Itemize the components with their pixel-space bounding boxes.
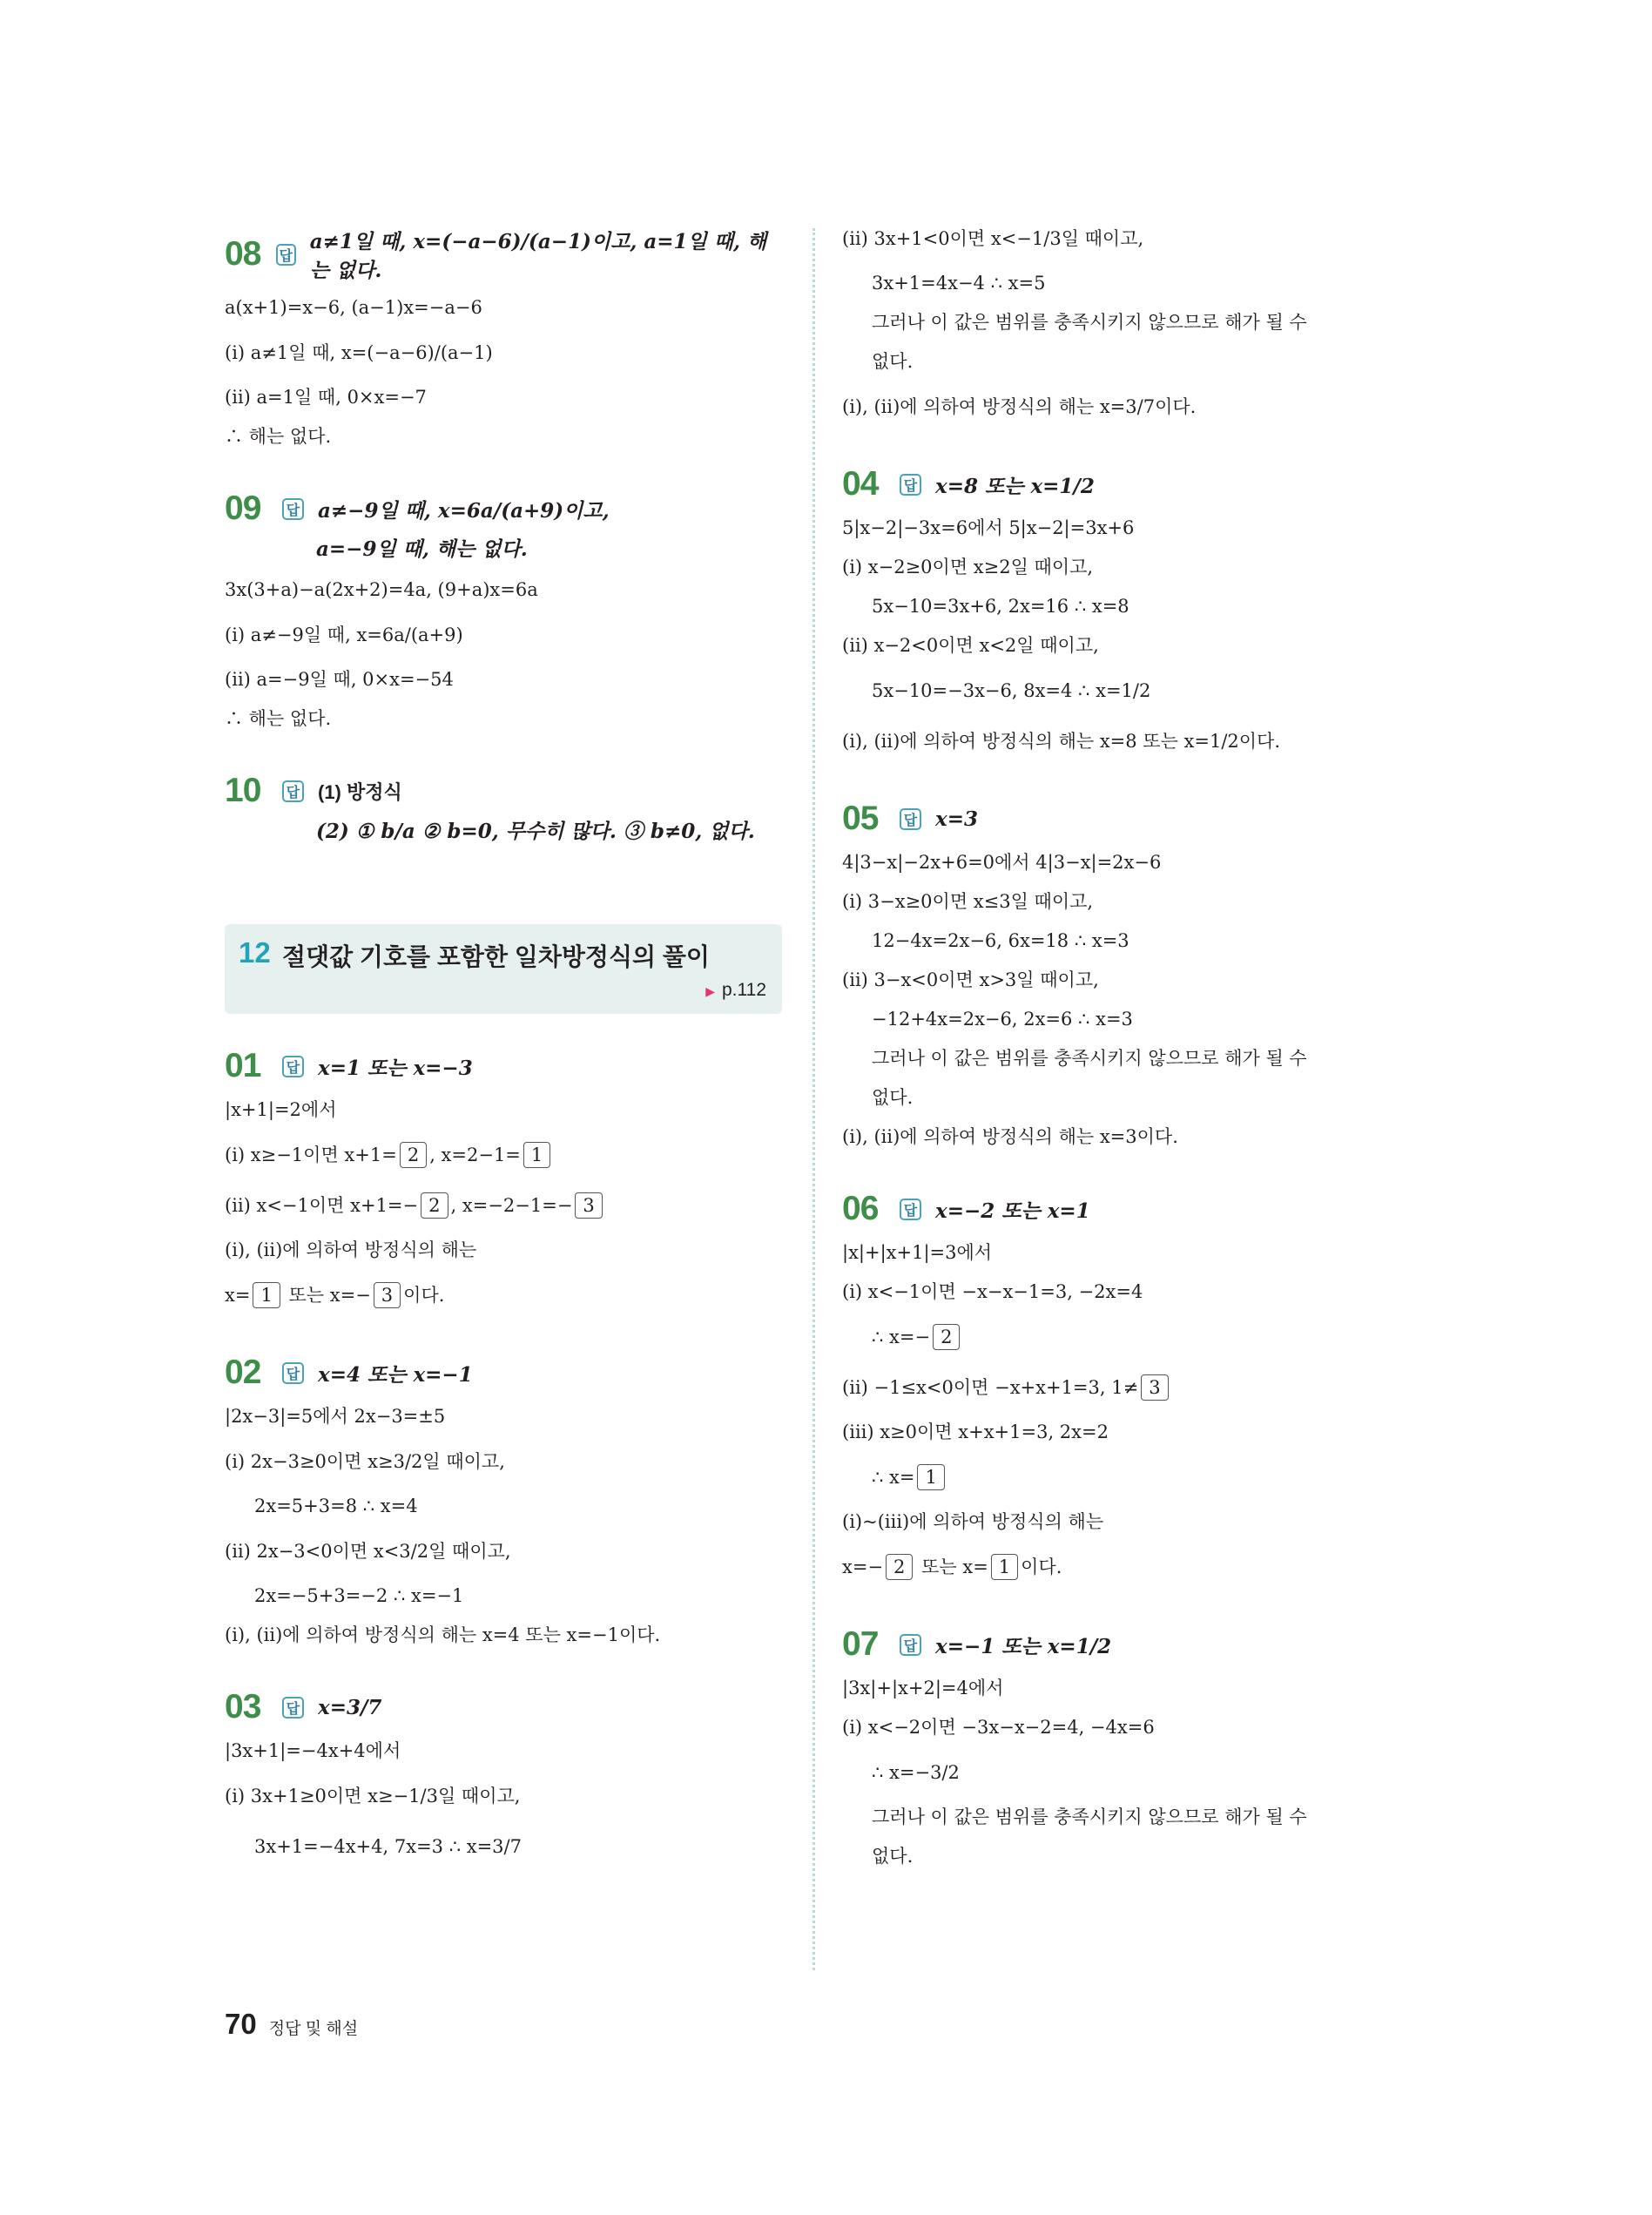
solution-text: 이다. — [1021, 1557, 1062, 1577]
answer-text: x=1 또는 x=−3 — [318, 1056, 473, 1080]
solution-line: |2x−3|=5에서 2x−3=±5 — [225, 1406, 446, 1427]
section-page-ref — [705, 980, 766, 1001]
answer-blank-box: 3 — [575, 1192, 602, 1219]
section-title: 절댓값 기호를 포함한 일차방정식의 풀이 — [282, 943, 710, 970]
solution-line: (ⅰ) 3x+1≥0이면 x≥−1/3일 때이고, — [225, 1786, 521, 1806]
solution-line: (ⅱ) a=1일 때, 0×x=−7 — [225, 387, 427, 408]
solution-line: (ⅰ), (ⅱ)에 의하여 방정식의 해는 x=4 또는 x=−1이다. — [225, 1624, 661, 1645]
solution-line: (ⅰ) x<−1이면 −x−x−1=3, −2x=4 — [842, 1281, 1143, 1302]
problem-number: 05 — [842, 800, 879, 837]
solution-text: (ⅰ) x≥−1이면 x+1= — [225, 1145, 397, 1165]
answer-text: x=−1 또는 x=1/2 — [935, 1634, 1112, 1658]
solution-text: 또는 x= — [915, 1557, 988, 1577]
answer-badge: 답 — [282, 780, 304, 802]
solution-line: 그러나 이 값은 범위를 충족시키지 않으므로 해가 될 수 — [872, 312, 1307, 333]
answer-blank-box: 1 — [523, 1142, 550, 1168]
solution-text: , x=2−1= — [429, 1145, 521, 1165]
solution-line: 5|x−2|−3x=6에서 5|x−2|=3x+6 — [842, 517, 1135, 538]
page-number: 70 — [225, 2008, 257, 2040]
problem-header — [225, 226, 782, 283]
solution-line: (ⅱ) 3x+1<0이면 x<−1/3일 때이고, — [842, 228, 1144, 249]
solution-line: (ⅱ) x−2<0이면 x<2일 때이고, — [842, 635, 1099, 656]
answer-text: a≠−9일 때, x=6a/(a+9)이고, — [318, 498, 610, 523]
solution-line: |x|+|x+1|=3에서 — [842, 1242, 993, 1263]
solution-line: a(x+1)=x−6, (a−1)x=−a−6 — [225, 297, 482, 318]
section-page-label: p.112 — [722, 980, 766, 1000]
solution-line: 그러나 이 값은 범위를 충족시키지 않으므로 해가 될 수 — [872, 1806, 1307, 1827]
problem-number: 02 — [225, 1354, 261, 1391]
problem-number: 07 — [842, 1625, 879, 1663]
answer-blank-box: 1 — [253, 1282, 280, 1308]
answer-text: x=3 — [935, 807, 978, 831]
answer-badge: 답 — [282, 498, 304, 520]
solution-line: (ⅰ), (ⅱ)에 의하여 방정식의 해는 x=3이다. — [842, 1126, 1178, 1147]
problem-header — [842, 465, 1399, 503]
solution-line: 3x+1=−4x+4, 7x=3 ∴ x=3/7 — [254, 1836, 522, 1857]
solution-line — [842, 1452, 1399, 1503]
solution-text: ∴ x=− — [872, 1327, 931, 1347]
answer-badge: 답 — [900, 1634, 921, 1656]
solution-line: |x+1|=2에서 — [225, 1099, 337, 1120]
solution-text: ∴ x= — [872, 1467, 915, 1488]
solution-line — [842, 1362, 1399, 1413]
solution-line: 2x=−5+3=−2 ∴ x=−1 — [254, 1585, 464, 1606]
solution-line — [225, 1180, 782, 1231]
answer-blank-box: 2 — [933, 1324, 960, 1350]
solution-line: (ⅰ), (ⅱ)에 의하여 방정식의 해는 x=8 또는 x=1/2이다. — [842, 731, 1281, 752]
solution-line: |3x+1|=−4x+4에서 — [225, 1740, 401, 1761]
solution-line: 없다. — [872, 1087, 914, 1108]
problem-number: 10 — [225, 772, 261, 809]
answer-blank-box: 2 — [400, 1142, 427, 1168]
solution-line: (ⅰ) 3−x≥0이면 x≤3일 때이고, — [842, 891, 1094, 912]
right-column — [842, 213, 1399, 1876]
solution-line — [842, 1312, 1399, 1362]
left-column — [225, 213, 782, 1872]
solution-line: (ⅰ) 2x−3≥0이면 x≥3/2일 때이고, — [225, 1451, 505, 1472]
problem-header — [225, 772, 782, 810]
solution-text: 또는 x=− — [282, 1285, 371, 1306]
solution-line: (ⅰ), (ⅱ)에 의하여 방정식의 해는 — [225, 1239, 477, 1260]
answer-badge: 답 — [900, 1199, 921, 1220]
answer-badge: 답 — [900, 808, 921, 830]
solution-text: (ⅱ) −1≤x<0이면 −x+x+1=3, 1≠ — [842, 1377, 1139, 1398]
solution-text: x= — [225, 1285, 251, 1306]
solution-line: 5x−10=3x+6, 2x=16 ∴ x=8 — [872, 596, 1129, 617]
solution-line: (ⅱ) 3−x<0이면 x>3일 때이고, — [842, 969, 1099, 990]
problem-header — [842, 800, 1399, 838]
column-divider — [813, 228, 815, 1970]
answer-continuation: a=−9일 때, 해는 없다. — [316, 537, 528, 561]
solution-line: 그러나 이 값은 범위를 충족시키지 않으므로 해가 될 수 — [872, 1048, 1307, 1069]
page-footer — [225, 2008, 358, 2041]
answer-text: x=3/7 — [318, 1695, 382, 1719]
solution-line: (ⅰ) a≠−9일 때, x=6a/(a+9) — [225, 625, 463, 645]
solution-text: , x=−2−1=− — [450, 1195, 573, 1216]
solution-line: ∴ 해는 없다. — [225, 426, 332, 447]
solution-line: (ⅱ) 2x−3<0이면 x<3/2일 때이고, — [225, 1541, 511, 1562]
answer-text: a≠1일 때, x=(−a−6)/(a−1)이고, a=1일 때, 해는 없다. — [309, 230, 767, 282]
solution-line: 없다. — [872, 351, 914, 372]
solution-line: (ⅲ) x≥0이면 x+x+1=3, 2x=2 — [842, 1422, 1109, 1442]
problem-header — [225, 1047, 782, 1085]
solution-line: 없다. — [872, 1846, 914, 1867]
answer-badge: 답 — [282, 1056, 304, 1077]
solution-line: (ⅰ) x−2≥0이면 x≥2일 때이고, — [842, 557, 1094, 577]
problem-header — [842, 1625, 1399, 1664]
solution-line: ∴ x=−3/2 — [872, 1762, 960, 1783]
problem-number: 09 — [225, 490, 261, 527]
answer-text: x=4 또는 x=−1 — [318, 1362, 473, 1387]
solution-line: 12−4x=2x−6, 6x=18 ∴ x=3 — [872, 930, 1129, 951]
answer-blank-box: 1 — [991, 1554, 1018, 1580]
answer-badge: 답 — [900, 474, 921, 496]
solution-line: ∴ 해는 없다. — [225, 708, 332, 729]
triangle-arrow-icon: ▶ — [705, 984, 715, 998]
problem-number: 03 — [225, 1688, 261, 1725]
solution-text: 이다. — [403, 1285, 445, 1306]
solution-line — [842, 1542, 1399, 1592]
problem-header — [225, 1354, 782, 1392]
solution-line: |3x|+|x+2|=4에서 — [842, 1678, 1004, 1698]
solution-line: 5x−10=−3x−6, 8x=4 ∴ x=1/2 — [872, 680, 1151, 701]
solution-text: x=− — [842, 1557, 884, 1577]
section-number: 12 — [239, 936, 271, 969]
answer-blank-box: 2 — [421, 1192, 448, 1219]
problem-header — [225, 490, 782, 528]
solution-line: 4|3−x|−2x+6=0에서 4|3−x|=2x−6 — [842, 852, 1162, 873]
solution-line: (ⅰ) x<−2이면 −3x−x−2=4, −4x=6 — [842, 1717, 1155, 1738]
answer-blank-box: 1 — [917, 1464, 944, 1490]
answer-continuation: (2) ① b/a ② b=0, 무수히 많다. ③ b≠0, 없다. — [316, 820, 755, 843]
solution-line: (ⅰ), (ⅱ)에 의하여 방정식의 해는 x=3/7이다. — [842, 396, 1197, 417]
problem-number: 04 — [842, 465, 879, 503]
problem-number: 08 — [225, 235, 261, 273]
solution-line: 2x=5+3=8 ∴ x=4 — [254, 1496, 418, 1516]
problem-number: 01 — [225, 1047, 261, 1084]
solution-line: (ⅱ) a=−9일 때, 0×x=−54 — [225, 669, 454, 690]
solution-line: (ⅰ) a≠1일 때, x=(−a−6)/(a−1) — [225, 342, 493, 363]
answer-text: (1) 방정식 — [318, 780, 402, 803]
section-header — [225, 924, 782, 1014]
solution-text: (ⅱ) x<−1이면 x+1=− — [225, 1195, 419, 1216]
problem-number: 06 — [842, 1190, 879, 1227]
answer-text: x=8 또는 x=1/2 — [935, 474, 1095, 498]
solution-line: (ⅰ)~(ⅲ)에 의하여 방정식의 해는 — [842, 1511, 1104, 1532]
solution-line: −12+4x=2x−6, 2x=6 ∴ x=3 — [872, 1009, 1133, 1030]
problem-header — [225, 1688, 782, 1726]
answer-blank-box: 3 — [374, 1282, 401, 1308]
solution-line: 3x(3+a)−a(2x+2)=4a, (9+a)x=6a — [225, 579, 538, 600]
answer-blank-box: 2 — [886, 1554, 913, 1580]
footer-label: 정답 및 해설 — [268, 2020, 359, 2038]
solution-line: 3x+1=4x−4 ∴ x=5 — [872, 273, 1046, 294]
answer-badge: 답 — [282, 1697, 304, 1719]
answer-badge: 답 — [282, 1362, 304, 1384]
solution-line — [225, 1130, 782, 1180]
solution-line — [225, 1270, 782, 1320]
answer-badge: 답 — [276, 244, 296, 266]
answer-text: x=−2 또는 x=1 — [935, 1199, 1090, 1223]
answer-blank-box: 3 — [1141, 1374, 1168, 1401]
problem-header — [842, 1190, 1399, 1228]
